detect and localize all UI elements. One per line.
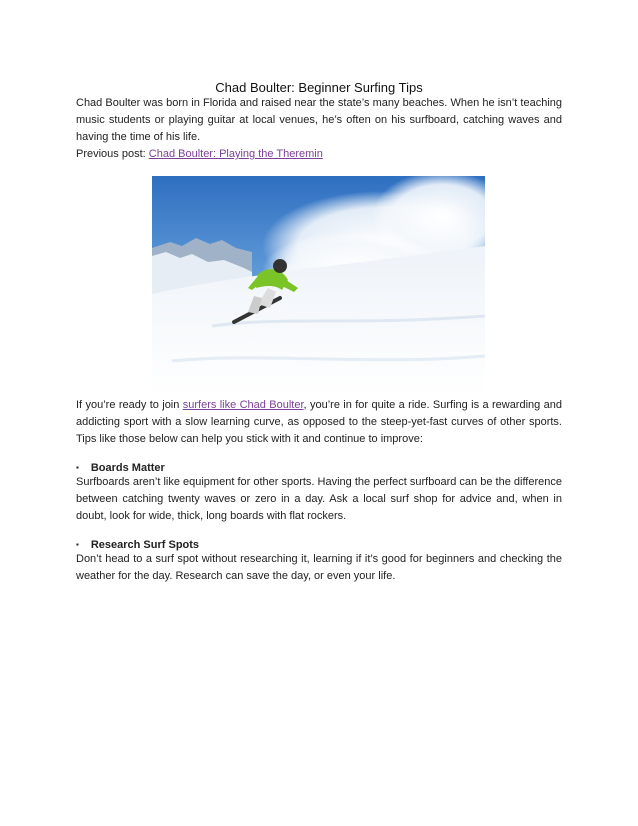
section-heading-text: Boards Matter (90, 462, 165, 474)
bullet-icon: ▪ (76, 540, 79, 549)
section-paragraph-research: Don’t head to a surf spot without researching it, learning if it’s good for beginners and checking the weather for the day. Research can save the day, or even your life. (76, 553, 562, 582)
para2-text-after: , you’re in for quite a ride. Surfing is a rewarding and addicting sport with a slow learning curve, as opposed to the steep-yet-fast curves of other sports. Tips like those below can help you stick with it and continue to improve: (76, 399, 562, 445)
para2-text-before: If you’re ready to join (76, 399, 183, 411)
section-heading-boards (76, 462, 562, 474)
section-paragraph-boards: Surfboards aren’t like equipment for other sports. Having the perfect surfboard can be the difference between catching twenty waves or zero in a day. Ask a local surf shop for advice and, when in doubt, look for wide, thick, long boards with flat rockers. (76, 476, 562, 522)
section-heading-research (76, 539, 562, 551)
previous-post-label: Previous post: (76, 148, 149, 160)
previous-post-line (76, 146, 562, 163)
paragraph-surfing-intro (76, 397, 562, 448)
page-title: Chad Boulter: Beginner Surfing Tips (215, 80, 423, 95)
surfers-link[interactable]: surfers like Chad Boulter (182, 399, 304, 411)
previous-post-link[interactable]: Chad Boulter: Playing the Theremin (148, 148, 323, 160)
bullet-icon: ▪ (76, 463, 79, 472)
intro-paragraph: Chad Boulter was born in Florida and raised near the state’s many beaches. When he isn’t teaching music students or playing guitar at local venues, he’s often on his surfboard, catching waves and having the time of his life. (76, 97, 562, 143)
section-heading-text: Research Surf Spots (90, 539, 200, 551)
snowboarder-photo (152, 176, 485, 397)
